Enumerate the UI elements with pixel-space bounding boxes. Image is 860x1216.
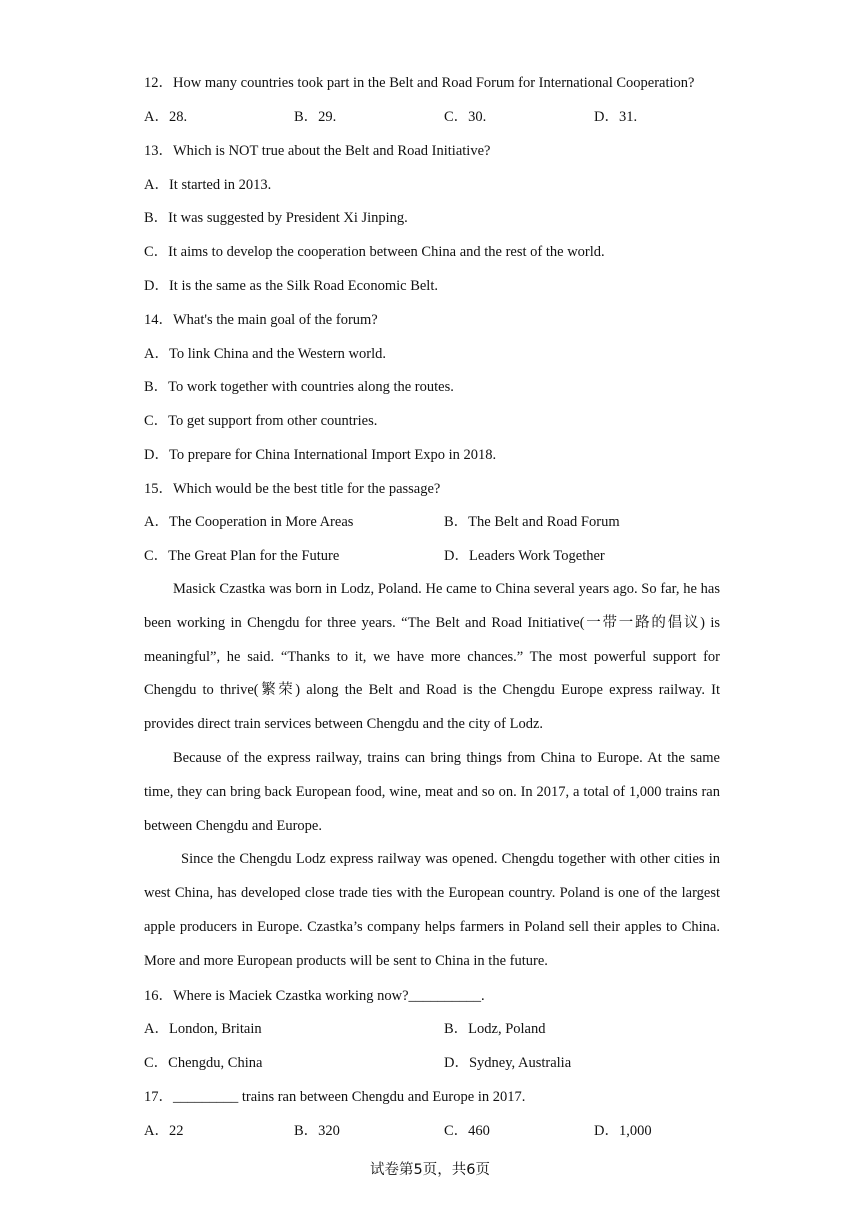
q15-option-a: A．The Cooperation in More Areas bbox=[144, 514, 354, 530]
q13-stem: 13．Which is NOT true about the Belt and Road Initiative? bbox=[144, 143, 491, 159]
q15-option-c: C．The Great Plan for the Future bbox=[144, 548, 340, 564]
q12-option-d: D．31. bbox=[594, 109, 638, 125]
q15-option-d: D．Leaders Work Together bbox=[444, 548, 605, 564]
q12-stem: 12．How many countries took part in the Belt and Road Forum for International Cooperation? bbox=[144, 75, 695, 91]
q16-option-a: A．London, Britain bbox=[144, 1021, 262, 1037]
q16-option-c: C．Chengdu, China bbox=[144, 1055, 263, 1071]
q13-option-b: B．It was suggested by President Xi Jinping. bbox=[144, 210, 408, 226]
q13-option-d: D．It is the same as the Silk Road Economic Belt. bbox=[144, 278, 438, 294]
q14-option-d: D．To prepare for China International Import Expo in 2018. bbox=[144, 447, 497, 463]
reading-passage bbox=[144, 573, 720, 979]
q12-option-a: A．28. bbox=[144, 109, 188, 125]
q14-option-c: C．To get support from other countries. bbox=[144, 413, 378, 429]
q15-stem: 15．Which would be the best title for the passage? bbox=[144, 481, 441, 497]
q16-option-b: B．Lodz, Poland bbox=[444, 1021, 546, 1037]
q16-option-d: D．Sydney, Australia bbox=[444, 1055, 572, 1071]
q17-option-b: B．320 bbox=[294, 1123, 340, 1139]
q12-option-c: C．30. bbox=[444, 109, 487, 125]
q15-option-b: B．The Belt and Road Forum bbox=[444, 514, 620, 530]
q14-option-a: A．To link China and the Western world. bbox=[144, 346, 386, 362]
q12-option-b: B．29. bbox=[294, 109, 337, 125]
passage-paragraph-3: Since the Chengdu Lodz express railway was opened. Chengdu together with other cities in west China, has developed close trade ties with the European country. Poland is one of the largest apple producers in Europe. Czastka’s company helps farmers in Poland sell their apples to China. More and more European products will be sent to China in the future. bbox=[144, 851, 720, 969]
q17-option-c: C．460 bbox=[444, 1123, 490, 1139]
q16-stem: 16．Where is Maciek Czastka working now?__________. bbox=[144, 988, 485, 1004]
passage-paragraph-2: Because of the express railway, trains can bring things from China to Europe. At the same time, they can bring back European food, wine, meat and so on. In 2017, a total of 1,000 trains ran between Chengdu and Europe. bbox=[144, 749, 720, 834]
passage-paragraph-1: Masick Czastka was born in Lodz, Poland. He came to China several years ago. So far, he has been working in Chengdu for three years. “The Belt and Road Initiative(一带一路的倡议) is meaningful”, he said. “Thanks to it, we have more chances.” The most powerful support for Chengdu to thrive(繁荣) along the Belt and Road is the Chengdu Europe express railway. It provides direct train services between Chengdu and the city of Lodz. bbox=[144, 581, 720, 733]
q17-stem: 17．_________ trains ran between Chengdu and Europe in 2017. bbox=[144, 1089, 526, 1105]
q17-option-a: A．22 bbox=[144, 1123, 184, 1139]
q14-stem: 14．What's the main goal of the forum? bbox=[144, 312, 378, 328]
q17-option-d: D．1,000 bbox=[594, 1123, 652, 1139]
q14-option-b: B．To work together with countries along the routes. bbox=[144, 379, 454, 395]
q13-option-a: A．It started in 2013. bbox=[144, 177, 272, 193]
q13-option-c: C．It aims to develop the cooperation between China and the rest of the world. bbox=[144, 244, 605, 260]
page-footer: 试卷第5页，共6页 bbox=[370, 1162, 490, 1178]
